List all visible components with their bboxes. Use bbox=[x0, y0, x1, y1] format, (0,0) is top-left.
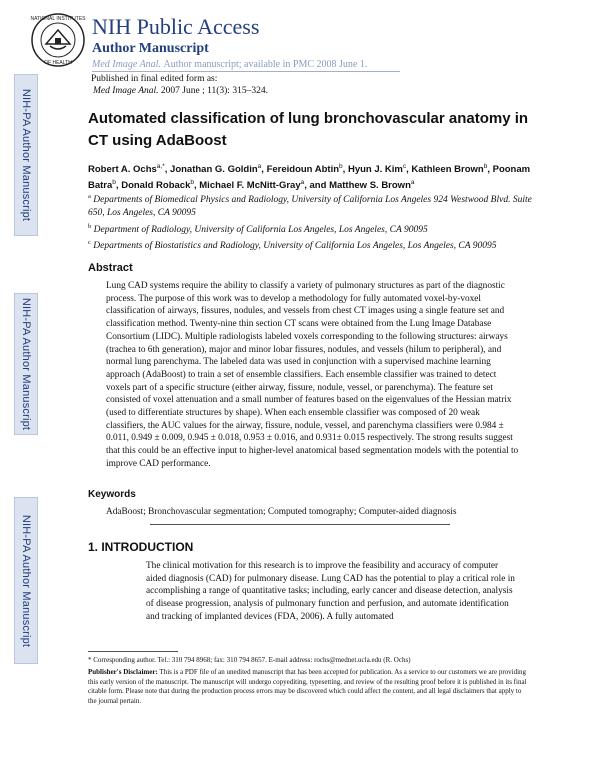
nih-seal-icon bbox=[30, 12, 86, 68]
abstract-heading: Abstract bbox=[88, 262, 133, 274]
affiliation-a: $^a$ Departments of Biomedical Physics and Radiology, University of California Los Angeles 924 Westwood Blvd. Suite 650, Los Angeles, CA 90095 bbox=[88, 193, 532, 219]
author-affiliation-marker: a bbox=[410, 179, 415, 187]
published-in-label: Published in final edited form as: bbox=[91, 74, 218, 84]
keywords-heading: Keywords bbox=[88, 489, 136, 500]
keywords-text: AdaBoost; Bronchovascular segmentation; Computed tomography; Computer-aided diagnosis bbox=[106, 507, 457, 517]
author-name: Robert A. Ochs bbox=[88, 164, 157, 176]
author-affiliation-marker: b bbox=[483, 163, 488, 170]
introduction-heading: 1. INTRODUCTION bbox=[88, 540, 194, 554]
affiliation-c: $^c$ Departments of Biostatistics and Radiology, University of California Los Angeles, Los Angeles, CA 90095 bbox=[88, 239, 497, 252]
publisher-disclaimer: Publisher's Disclaimer: This is a PDF file of an unedited manuscript that has been accepted for publication. As a service to our customers we are providing this early version of the manuscript. The manuscript will undergo copyediting, typesetting, and review of the resulting proof before it is published in its final citable form. Please note that during the production process errors may be discovered which could affect the content, and all legal disclaimers that apply to the journal pertain. bbox=[88, 668, 527, 705]
abstract-text: Lung CAD systems require the ability to classify a variety of pulmonary structures as part of the diagnostic process. The purpose of this work was to develop a methodology for fully automated voxel-by-voxel classification of airways, fissures, nodules, and vessels from chest CT images using a single feature set and classification method. Twenty-nine thin section CT scans were obtained from the Lung Image Database Consortium (LIDC). Multiple radiologists labeled voxels corresponding to the following structures: airways (trachea to 6th generation), major and minor lobar fissures, nodules, and vessels (hilum to peripheral), and normal lung parenchyma. The labeled data was used in conjunction with a supervised machine learning approach (AdaBoost) to train a set of ensemble classifiers. Each ensemble classifier was trained to detect voxels part of a specific structure (either airway, fissure, nodule, vessel, or parenchyma). The feature set consisted of voxel attenuation and a small number of features based on the eigenvalues of the Hessian matrix (used to differentiate structures by shape). When each ensemble classifier was composed of 20 weak classifiers, the AUC values for the airway, fissure, nodule, vessel, and parenchyma classifiers were 0.984 ± 0.011, 0.949 ± 0.009, 0.945 ± 0.018, 0.953 ± 0.016, and 0.931± 0.015 respectively. The strong results suggest that this could be an effective input to higher-level anatomical based segmentation models with the potential to improve CAD performance. bbox=[106, 281, 519, 469]
corresponding-author-footnote: * Corresponding author. Tel.: 310 794 8968; fax: 310 794 8657. E-mail address: rochs@mednet.ucla.edu (R. Ochs) bbox=[88, 656, 411, 664]
nih-header bbox=[30, 12, 600, 70]
author-name: Hyun J. Kim bbox=[347, 164, 403, 176]
author-affiliation-marker: b bbox=[339, 163, 343, 170]
affiliation-b: $^b$ Department of Radiology, University of California Los Angeles, Los Angeles, CA 90095 bbox=[88, 223, 428, 236]
author-affiliation-marker: b bbox=[190, 179, 194, 187]
header-availability: Med Image Anal. Author manuscript; available in PMC 2008 June 1. bbox=[92, 59, 368, 70]
author-name: Poonam Batra bbox=[88, 164, 531, 192]
author-name: Fereidoun Abtin bbox=[266, 164, 340, 176]
author-list: Robert A. Ochs$^{a,*}$, Jonathan G. Goldin$^a$, Fereidoun Abtin$^b$, Hyun J. Kim$^c$, Kathleen Brown$^b$, Poonam Batra$^b$, Donald Roback$^b$, Michael F. McNitt-Gray$^a$, and Matthew S. Brown$^a$ bbox=[88, 163, 531, 192]
citation-line: Med Image Anal. 2007 June ; 11(3): 315–324. bbox=[93, 86, 268, 96]
author-name: Jonathan G. Goldin bbox=[170, 164, 258, 176]
side-watermark: NIH-PA Author Manuscript bbox=[14, 497, 38, 664]
author-affiliation-marker: c bbox=[402, 163, 407, 170]
header-rule bbox=[92, 71, 400, 72]
author-name: Matthew S. Brown bbox=[329, 180, 411, 192]
svg-text:OF HEALTH: OF HEALTH bbox=[44, 60, 72, 66]
author-affiliation-marker: a bbox=[300, 179, 305, 187]
author-affiliation-marker: a,* bbox=[156, 163, 165, 170]
author-name: Donald Roback bbox=[121, 180, 191, 192]
side-watermark: NIH-PA Author Manuscript bbox=[14, 293, 38, 435]
author-name: Michael F. McNitt-Gray bbox=[199, 180, 301, 192]
article-title: Automated classification of lung bronchovascular anatomy in CT using AdaBoost bbox=[88, 110, 529, 149]
header-title: NIH Public Access bbox=[92, 14, 260, 39]
divider bbox=[150, 524, 450, 525]
side-watermark: NIH-PA Author Manuscript bbox=[14, 74, 38, 236]
author-affiliation-marker: b bbox=[112, 179, 116, 187]
introduction-text: The clinical motivation for this research is to improve the feasibility and accuracy of computer aided diagnosis (CAD) for pulmonary disease. Lung CAD has the potential to play a critical role in accomplishing a range of quantitative tasks; including, early cancer and disease detection, analysis of disease progression, analysis of pulmonary function and perfusion, and automate identification and tracking of implanted devices (FDA, 2006). A fully automated bbox=[146, 561, 515, 622]
footnote-rule bbox=[88, 651, 178, 652]
author-affiliation-marker: a bbox=[257, 163, 262, 170]
author-name: Kathleen Brown bbox=[411, 164, 484, 176]
header-subtitle: Author Manuscript bbox=[92, 41, 209, 56]
svg-text:NATIONAL INSTITUTES: NATIONAL INSTITUTES bbox=[30, 16, 86, 22]
